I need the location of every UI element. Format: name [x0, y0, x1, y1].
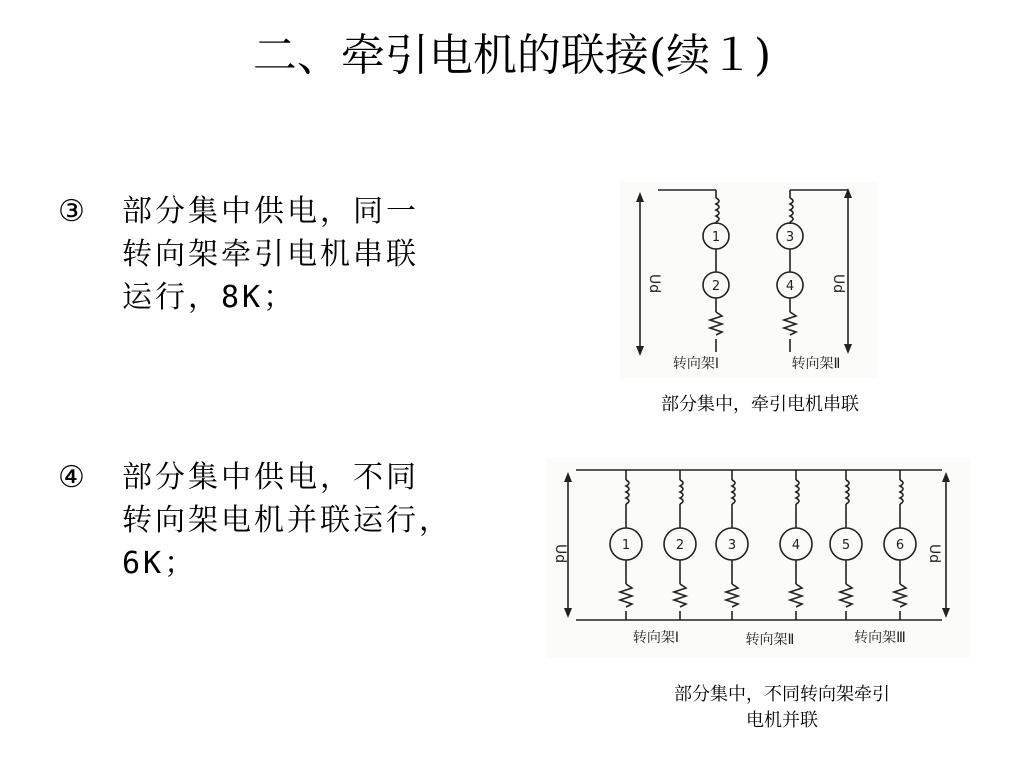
motor-number-label: 5	[841, 538, 851, 553]
motor-branch	[716, 470, 748, 620]
motor-number-label: 2	[675, 538, 685, 553]
motor-branch	[664, 470, 696, 620]
figure-caption	[600, 682, 964, 734]
slide-title: 二、牵引电机的联接(续１)	[252, 30, 772, 81]
bullet-text	[122, 456, 508, 585]
bullet-line: 部分集中供电，不同	[122, 460, 419, 495]
circuit-wire	[840, 584, 852, 607]
bullet-item-4	[58, 456, 508, 585]
motor-number-label: 1	[711, 230, 721, 245]
circuit-wire	[732, 480, 735, 504]
motor-number-label: 3	[727, 538, 737, 553]
circuit-wire	[626, 480, 629, 504]
circuit-wire	[674, 584, 686, 607]
circuit-wire	[726, 584, 738, 607]
bullet-marker: ③	[58, 194, 88, 229]
bogie-label: 转向架Ⅱ	[791, 356, 841, 372]
motor-number-label: 3	[785, 230, 795, 245]
series-circuit-diagram	[620, 182, 878, 378]
voltage-label: Ud	[926, 544, 942, 564]
caption-line: 部分集中，牵引电机串联	[661, 394, 859, 415]
motor-branch	[610, 470, 642, 620]
motor-number-label: 1	[621, 538, 631, 553]
bogie-label: 转向架Ⅰ	[632, 630, 680, 646]
motor-branch	[830, 470, 862, 620]
motor-number-label: 6	[895, 538, 905, 553]
circuit-wire	[680, 480, 683, 504]
circuit-wire	[900, 480, 903, 504]
bullet-item-3	[58, 190, 508, 319]
bullet-line: 转向架牵引电机串联	[122, 237, 419, 272]
parallel-circuit-diagram	[546, 458, 970, 658]
bogie-label: 转向架Ⅱ	[745, 632, 795, 648]
motor-number-label: 4	[791, 538, 801, 553]
circuit-wire	[790, 584, 802, 607]
bullet-marker: ④	[58, 460, 88, 495]
motor-branch	[884, 470, 916, 620]
voltage-label: Ud	[646, 274, 662, 294]
circuit-wire	[894, 584, 906, 607]
motor-number-label: 4	[785, 279, 795, 294]
bullet-text	[122, 190, 508, 319]
motor-branch	[780, 470, 812, 620]
bogie-label: 转向架Ⅰ	[672, 356, 720, 372]
motor-number-label: 2	[711, 279, 721, 294]
circuit-wire	[796, 480, 799, 504]
voltage-label: Ud	[552, 544, 568, 564]
figure-caption	[590, 392, 930, 418]
caption-line: 电机并联	[746, 710, 818, 731]
bullet-line: 6K；	[122, 546, 198, 581]
bullet-line: 运行，8K；	[122, 280, 297, 315]
bullet-line: 部分集中供电，同一	[122, 194, 419, 229]
bullet-line: 转向架电机并联运行，	[122, 503, 452, 538]
voltage-label: Ud	[830, 274, 846, 294]
circuit-wire	[620, 584, 632, 607]
caption-line: 部分集中，不同转向架牵引	[674, 684, 890, 705]
circuit-wire	[846, 480, 849, 504]
bogie-label: 转向架Ⅲ	[854, 630, 906, 646]
